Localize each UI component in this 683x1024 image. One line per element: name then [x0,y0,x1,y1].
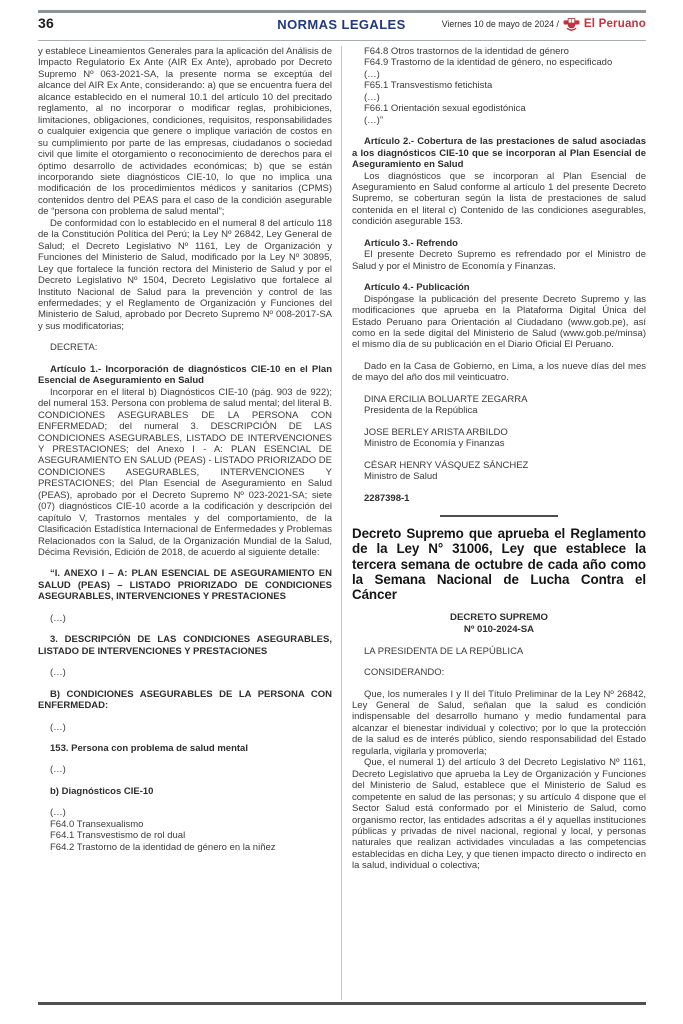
header-rule [38,40,646,41]
condition-153-heading: 153. Persona con problema de salud mental [50,743,248,755]
article-1-heading: Artículo 1.- Incorporación de diagnósticos CIE-10 en el Plan Esencial de Aseguramiento en Salud [38,363,332,387]
article-2-body: Los diagnósticos que se incorporan al Plan Esencial de Aseguramiento en Salud conforme al artículo 1 del presente Decreto Supremo, se coberturan según la lista de prestaciones de salud contenida en el literal c) Contenido de las condiciones asegurables, condición asegurable 153. [352,170,646,228]
date-text: Viernes 10 de mayo de 2024 / [441,19,559,29]
ellipsis: (…) [50,667,66,679]
considerando-label: CONSIDERANDO: [364,667,445,679]
article-3-body: El presente Decreto Supremo es refrendado por el Ministro de Salud y por el Ministro de Economía y Finanzas. [352,249,646,272]
cie10-item: F65.1 Transvestismo fetichista [364,80,493,92]
cie10-diagnosis-list-line: F64.0 Transexualismo [50,818,144,830]
section-3-heading: 3. DESCRIPCIÓN DE LAS CONDICIONES ASEGURABLES, LISTADO DE INTERVENCIONES Y PRESTACIONES [38,634,332,657]
two-column-body [38,46,646,1000]
cie10-diagnosis-list-line: (…) [50,807,66,819]
signature-economy-minister [352,427,646,450]
signature-health-minister-line: CÉSAR HENRY VÁSQUEZ SÁNCHEZ [364,459,529,471]
article-separator [440,515,558,517]
considerando-paragraph-1: Que, los numerales I y II del Título Preliminar de la Ley Nº 26842, Ley General de Salud, señalan que la salud es condición indispensable del desarrollo humano y medio fundamental para alcanzar el bienestar individual y colectivo; por lo que la protección de la salud es de interés público, siendo responsabilidad del Estado regularla, vigilarla y promoverla; [352,688,646,757]
article-3-heading: Artículo 3.- Refrendo [364,237,458,249]
intro-continuation-paragraph: y establece Lineamientos Generales para la aplicación del Análisis de Impacto Regulatorio Ex Ante (AIR Ex Ante), aprobado por Decreto Supremo Nº 063-2021-SA, la presente norma se exceptúa del alcance del AIR Ex Ante, considerando: a) que se encuentra fuera del alcance establecido en el numeral 10.1 del artículo 10 del precitado reglamento, al no incorporar o modificar reglas, prohibiciones, limitaciones, obligaciones, condiciones, requisitos, responsabilidades o cualquier exigencia que genere o implique variación de costos en su cumplimiento por parte de las empresas, ciudadanos o sociedad civil que limite el otorgamiento o reconocimiento de derechos para el óptimo desarrollo de actividades económicas; b) que se están incorporando siete diagnósticos CIE-10, lo que no implica una modificación de los procedimientos médicos y sanitarios (CPMS) contenidos dentro del PEAS para el caso de la condición asegurable de “persona con problema de salud mental”; [38,46,332,218]
cie10-item: F64.8 Otros trastornos de la identidad de género [364,46,569,57]
annex-heading: “I. ANEXO I – A: PLAN ESENCIAL DE ASEGURAMIENTO EN SALUD (PEAS) – LISTADO PRIORIZADO DE CONDICIONES ASEGURABLES, INTERVENCIONES Y PRESTACIONES [38,568,332,603]
decree-number [352,612,646,635]
signature-health-minister-line: Ministro de Salud [364,471,438,483]
ellipsis-close-quote: (…)” [364,114,383,126]
signature-president-line: DINA ERCILIA BOLUARTE ZEGARRA [364,393,528,405]
publication-code: 2287398-1 [364,492,410,504]
literal-b-heading: B) CONDICIONES ASEGURABLES DE LA PERSONA CON ENFERMEDAD: [38,688,332,712]
signature-health-minister [352,460,646,483]
bottom-rule [38,1002,646,1005]
ellipsis: (…) [50,721,66,733]
ellipsis: (…) [364,91,380,103]
signature-president [352,394,646,417]
date-line [442,15,646,33]
signature-economy-minister-line: JOSE BERLEY ARISTA ARBILDO [364,426,508,438]
cie10-item: F64.9 Trastorno de la identidad de género, no especificado [364,57,613,69]
cie10-diagnosis-list-line: F64.1 Transvestismo de rol dual [50,830,186,842]
considerando-paragraph-2: Que, el numeral 1) del artículo 3 del Decreto Legislativo Nº 1161, Decreto Legislativo que aprueba la Ley de Organización y Funciones del Ministerio de Salud, establece que el Ministerio de Salud es competente en salud de las personas; y su artículo 4 dispone que el Sector Salud está conformado por el Ministerio de Salud, como organismo rector, las entidades adscritas a él y aquellas instituciones públicas y privadas de nivel nacional, regional y local, y personas naturales que realizan actividades vinculadas a las competencias establecidas en dicha Ley, y que tienen impacto directo o indirecto en la salud, individual o colectiva; [352,757,646,872]
ellipsis: (…) [50,612,66,624]
president-label: LA PRESIDENTA DE LA REPÚBLICA [364,645,524,657]
ellipsis: (…) [50,764,66,776]
peru-coat-of-arms-icon [563,17,580,32]
diagnosticos-heading: b) Diagnósticos CIE-10 [50,785,154,797]
section-title: NORMAS LEGALES [277,17,406,32]
cie10-diagnosis-list-line: F64.2 Trastorno de la identidad de género en la niñez [50,841,276,853]
column-divider [341,46,342,1000]
top-rule [38,10,646,13]
signature-economy-minister-line: Ministro de Economía y Finanzas [364,438,505,450]
cie10-diagnosis-list [38,807,332,853]
left-column [38,46,332,1000]
given-at-paragraph: Dado en la Casa de Gobierno, en Lima, a los nueve días del mes de mayo del año dos mil veinticuatro. [352,360,646,384]
article-4-heading: Artículo 4.- Publicación [364,282,470,294]
ellipsis: (…) [364,68,380,80]
decree-number-line: Nº 010-2024-SA [463,624,535,636]
page-number: 36 [38,15,54,31]
article-1-body: Incorporar en el literal b) Diagnósticos CIE-10 (pág. 903 de 922); del numeral 153. Persona con problema de salud mental; del literal B. CONDICIONES ASEGURABLES DE LA PERSONA CON ENFERMEDAD; del numeral 3. DESCRIPCIÓN DE LAS CONDICIONES ASEGURABLES, LISTADO DE INTERVENCIONES Y PRESTACIONES; del Anexo I - A: PLAN ESENCIAL DE ASEGURAMIENTO EN SALUD (PEAS) - LISTADO PRIORIZADO DE CONDICIONES ASEGURABLES, INTERVENCIONES Y PRESTACIONES; del Plan Esencial de Aseguramiento en Salud (PEAS), aprobado por el Decreto Supremo Nº 023-2021-SA; siete (07) diagnósticos CIE-10 acorde a la codificación y descripción del capítulo V, Trastornos mentales y del comportamiento, de la Clasificación Estadística Internacional de Enfermedades y Problemas Relacionados con la Salud, de la Organización Mundial de la Salud, Décima Revisión, Edición de 2018, de acuerdo al siguiente detalle: [38,386,332,559]
signature-president-line: Presidenta de la República [364,405,478,417]
article-2-heading: Artículo 2.- Cobertura de las prestaciones de salud asociadas a los diagnósticos CIE-10 que se incorporan al Plan Esencial de Aseguramiento en Salud [352,136,646,171]
decree-number-line: DECRETO SUPREMO [450,612,548,624]
decreta-label: DECRETA: [50,342,98,354]
article-4-body: Dispóngase la publicación del presente Decreto Supremo y las modificaciones que aprueba en la Plataforma Digital Única del Estado Peruano para Orientación al Ciudadano (www.gob.pe), así como en la sede digital del Ministerio de Salud (www.gob.pe/minsa) el mismo día de su publicación en el Diario Oficial El Peruano. [352,293,646,351]
cie10-item: F66.1 Orientación sexual egodistónica [364,103,526,115]
legal-basis-paragraph: De conformidad con lo establecido en el numeral 8 del artículo 118 de la Constitución Política del Perú; la Ley Nº 26842, Ley General de Salud; el Decreto Legislativo Nº 1161, Ley de Organización y Funciones del Ministerio de Salud, modificado por la Ley Nº 30895, Ley que fortalece la función rectora del Ministerio de Salud y por el Decreto Legislativo Nº 1504, Decreto Legislativo que fortalece al Instituto Nacional de Salud para la prevención y control de las enfermedades; y el Reglamento de Organización y Funciones del Ministerio de Salud, aprobado por Decreto Supremo Nº 008-2017-SA y sus modificatorias; [38,217,332,332]
right-column [352,46,646,1000]
brand-name: El Peruano [583,18,646,30]
next-decree-title: Decreto Supremo que aprueba el Reglamento de la Ley N° 31006, Ley que establece la tercera semana de octubre de cada año como la Semana Nacional de Lucha Contra el Cáncer [352,525,646,603]
